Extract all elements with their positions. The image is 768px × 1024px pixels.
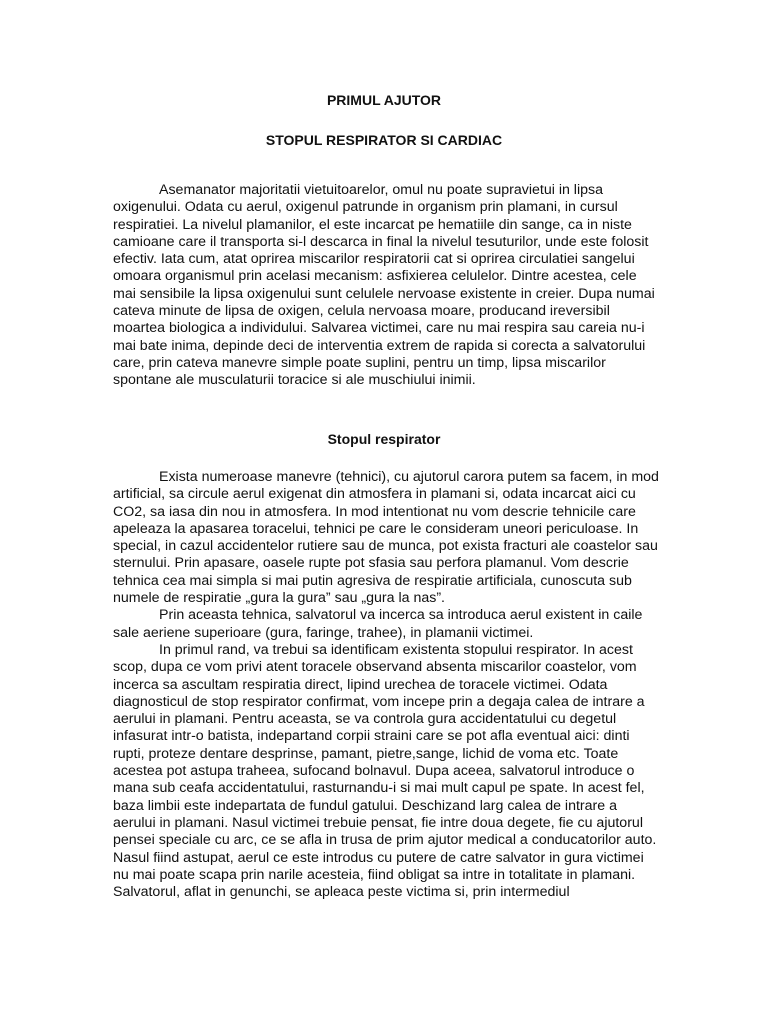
document-title: PRIMUL AJUTOR: [326, 92, 442, 108]
intro-section: [113, 182, 663, 390]
respirator-section: [113, 469, 663, 901]
document-subtitle: STOPUL RESPIRATOR SI CARDIAC: [265, 132, 503, 148]
paragraph-techniques: Exista numeroase manevre (tehnici), cu ajutorul carora putem sa facem, in mod artificial, sa circule aerul exigenat din atmosfera in plamani si, odata incarcat aici cu CO2, sa iasa din nou in atmosfera. In mod intentionat nu vom descrie tehnicile care apeleaza la apasarea toracelui, tehnici pe care le consideram uneori periculoase. In special, in cazul accidentelor rutiere sau de munca, pot exista fracturi ale coastelor sau sternului. Prin apasare, oasele rupte pot sfasia sau perfora plamanul. Vom descrie tehnica cea mai simpla si mai putin agresiva de respiratie artificiala, cunoscuta sub numele de respiratie „gura la gura” sau „gura la nas”.: [113, 469, 659, 607]
intro-paragraph: Asemanator majoritatii vietuitoarelor, omul nu poate supravietui in lipsa oxigenului. Odata cu aerul, oxigenul patrunde in organism prin plamani, in cursul respiratiei. La nivelul plamanilor, el este incarcat pe hematiile din sange, ca in niste camioane care il transporta si-l descarca in final la nivelul tesuturilor, unde este folosit efectiv. Iata cum, atat oprirea miscarilor respiratorii cat si oprirea circulatiei sangelui omoara organismul prin acelasi mecanism: asfixierea celulelor. Dintre acestea, cele mai sensibile la lipsa oxigenului sunt celulele nervoase existente in creier. Dupa numai cateva minute de lipsa de oxigen, celula nervoasa moare, producand ireversibil moartea biologica a individului. Salvarea victimei, care nu mai respira sau careia nu-i mai bate inima, depinde deci de interventia extrem de rapida si corecta a salvatorului care, prin cateva manevre simple poate suplini, pentru un timp, lipsa miscarilor spontane ale musculaturii toracice si ale muschiului inimii.: [113, 182, 655, 389]
section-heading: Stopul respirator: [327, 431, 441, 447]
paragraph-procedure: In primul rand, va trebui sa identificam existenta stopului respirator. In acest scop, dupa ce vom privi atent toracele observand absenta miscarilor coastelor, vom incerca sa ascultam respiratia direct, lipind urechea de toracele victimei. Odata diagnosticul de stop respirator confirmat, vom incepe prin a degaja calea de intrare a aerului in plamani. Pentru aceasta, se va controla gura accidentatului cu degetul infasurat intr-o batista, indepartand corpii straini care se pot afla eventual aici: dinti rupti, proteze dentare desprinse, pamant, pietre,sange, lichid de voma etc. Toate acestea pot astupa traheea, sufocand bolnavul. Dupa aceea, salvatorul introduce o mana sub ceafa accidentatului, rasturnandu-i si mai mult capul pe spate. In acest fel, baza limbii este indepartata de fundul gatului. Deschizand larg calea de intrare a aerului in plamani. Nasul victimei trebuie pensat, fie intre doua degete, fie cu ajutorul pensei speciale cu arc, ce se afla in trusa de prim ajutor medical a conducatorilor auto. Nasul fiind astupat, aerul ce este introdus cu putere de catre salvator in gura victimei nu mai poate scapa prin narile acesteia, fiind obligat sa intre in totalitate in plamani. Salvatorul, aflat in genunchi, se apleaca peste victima si, prin intermediul: [113, 641, 657, 901]
paragraph-technique-intro: Prin aceasta tehnica, salvatorul va incerca sa introduca aerul existent in caile sale aeriene superioare (gura, faringe, trahee), in plamanii victimei.: [113, 607, 643, 641]
